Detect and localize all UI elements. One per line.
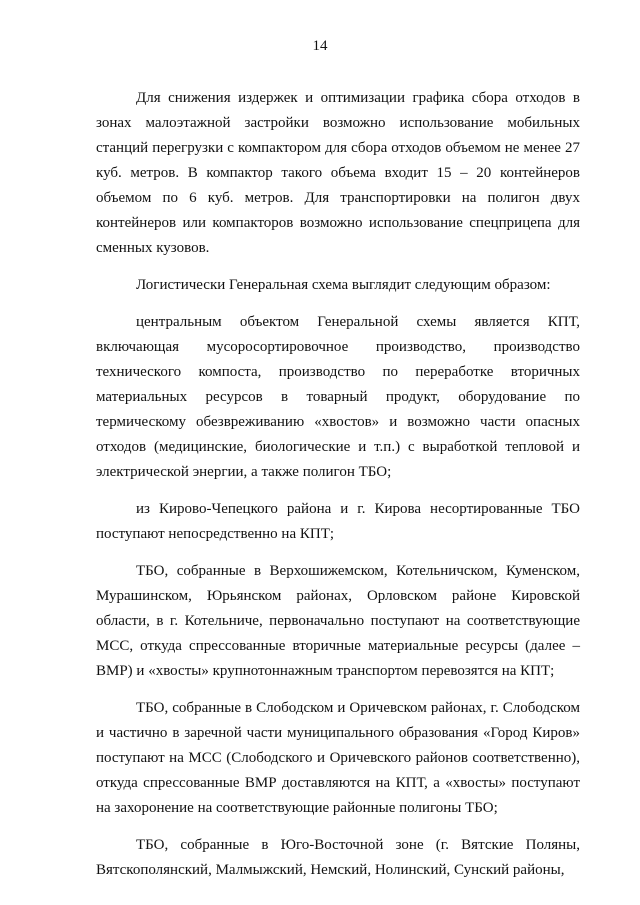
paragraph-slobodskoy: ТБО, собранные в Слободском и Оричевском районах, г. Слободском и частично в заречной части муниципального образования «Город Киров» поступают на МСС (Слободского и Оричевского районов соответственно), откуда спрессованные ВМР доставляются на КПТ, а «хвосты» поступают на захоронение на соответствующие районные полигоны ТБО;	[96, 700, 580, 816]
paragraph-logistics-intro: Логистически Генеральная схема выглядит следующим образом:	[136, 277, 551, 293]
page-number: 14	[312, 38, 328, 54]
paragraph-south-east-zone: ТБО, собранные в Юго-Восточной зоне (г. Вятские Поляны, Вятскополянский, Малмыжский, Немский, Нолинский, Сунский районы,	[96, 837, 580, 878]
paragraph-verkhoshizhemsky: ТБО, собранные в Верхошижемском, Котельничском, Куменском, Мурашинском, Юрьянском районах, Орловском районе Кировской области, в г. Котельниче, первоначально поступают на соответствующие МСС, откуда спрессованные вторичные материальные ресурсы (далее – ВМР) и «хвосты» крупнотоннажным транспортом перевозятся на КПТ;	[96, 563, 580, 679]
paragraph-compactor-stations: Для снижения издержек и оптимизации графика сбора отходов в зонах малоэтажной застройки возможно использование мобильных станций перегрузки с компактором для сбора отходов объемом не менее 27 куб. метров. В компактор такого объема входит 15 – 20 контейнеров объемом по 6 куб. метров. Для транспортировки на полигон двух контейнеров или компакторов возможно использование спецприцепа для сменных кузовов.	[96, 90, 580, 256]
paragraph-kirovo-chepetsk: из Кирово-Чепецкого района и г. Кирова несортированные ТБО поступают непосредственно на КПТ;	[96, 501, 580, 542]
document-body	[96, 86, 580, 895]
paragraph-central-object: центральным объектом Генеральной схемы является КПТ, включающая мусоросортировочное производство, производство технического компоста, производство по переработке вторичных материальных ресурсов в товарный продукт, оборудование по термическому обезвреживанию «хвостов» и возможно части опасных отходов (медицинские, биологические и т.п.) с выработкой тепловой и электрической энергии, а также полигон ТБО;	[96, 314, 580, 480]
